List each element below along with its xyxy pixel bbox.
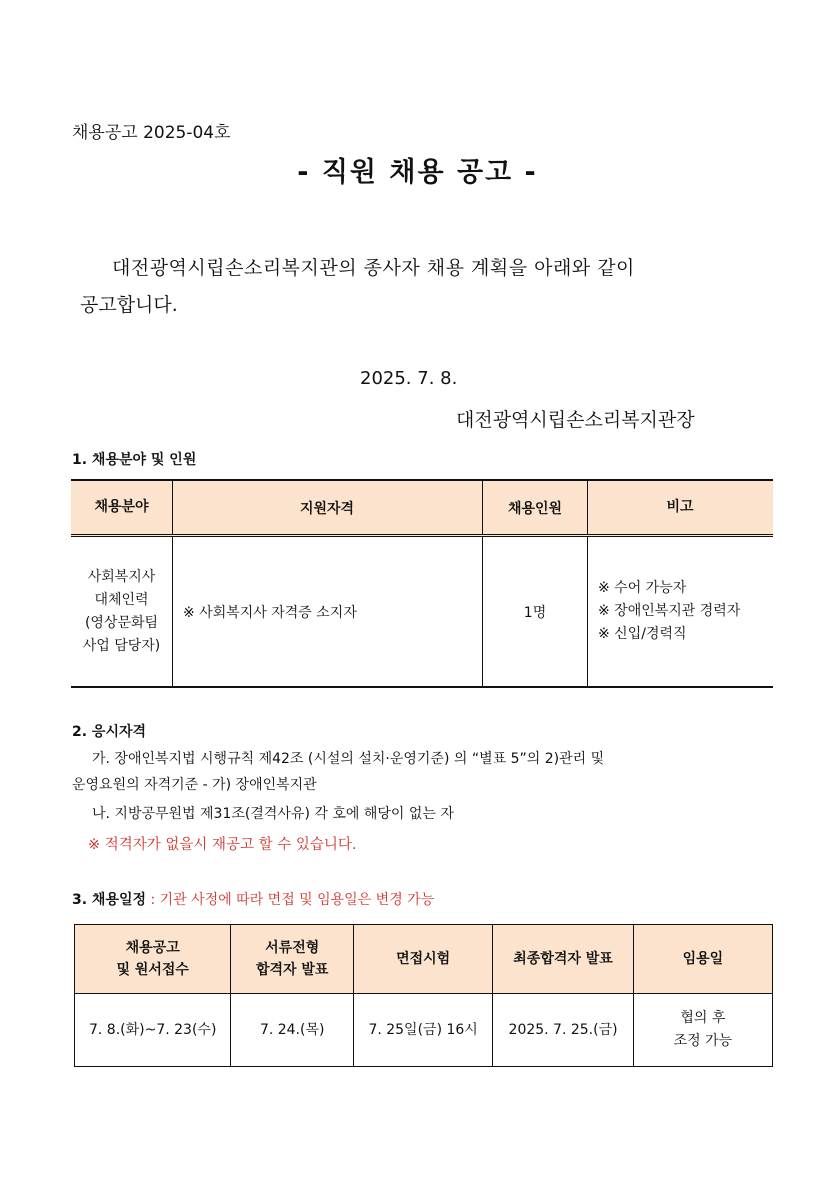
field-line: 사회복지사 bbox=[87, 568, 156, 585]
header-line: 채용공고 bbox=[125, 940, 180, 956]
col-header-headcount: 채용인원 bbox=[483, 480, 588, 536]
section3-heading bbox=[72, 889, 434, 909]
recruitment-field-table bbox=[71, 479, 773, 688]
announcement-date: 2025. 7. 8. bbox=[360, 368, 458, 389]
note-line: ※ 신입/경력직 bbox=[598, 626, 687, 642]
header-line: 면접시험 bbox=[396, 951, 451, 967]
cell-field bbox=[71, 536, 173, 688]
table-header-row bbox=[71, 480, 773, 536]
re-announcement-notice: ※ 적격자가 없을시 재공고 할 수 있습니다. bbox=[88, 837, 357, 853]
schedule-table bbox=[74, 924, 773, 1067]
cell-qualification: ※ 사회복지사 자격증 소지자 bbox=[173, 536, 483, 688]
col-header-appointment bbox=[633, 925, 772, 994]
page-title: - 직원 채용 공고 - bbox=[297, 157, 538, 188]
field-line: 대체인력 bbox=[94, 591, 149, 608]
qualification-item-b: 나. 지방공무원법 제31조(결격사유) 각 호에 해당이 없는 자 bbox=[92, 806, 454, 822]
header-line: 최종합격자 발표 bbox=[513, 951, 613, 967]
table-header-row bbox=[75, 925, 773, 994]
col-header-interview bbox=[353, 925, 492, 994]
table-row bbox=[75, 994, 773, 1067]
col-header-notes: 비고 bbox=[588, 480, 774, 536]
header-line: 임용일 bbox=[682, 951, 724, 967]
notice-number: 채용공고 2025-04호 bbox=[72, 123, 231, 143]
col-header-final-result bbox=[493, 925, 634, 994]
header-line: 서류전형 bbox=[265, 940, 320, 956]
cell-line: 협의 후 bbox=[680, 1010, 726, 1026]
section2-heading: 2. 응시자격 bbox=[72, 724, 147, 740]
col-header-application bbox=[75, 925, 231, 994]
qualification-item-a-line2: 운영요원의 자격기준 - 가) 장애인복지관 bbox=[72, 777, 317, 793]
cell-line: 7. 8.(화)~7. 23(수) bbox=[89, 1021, 217, 1038]
col-header-field: 채용분야 bbox=[71, 480, 173, 536]
cell-line: 7. 24.(목) bbox=[259, 1021, 325, 1038]
section3-title: 3. 채용일정 bbox=[72, 892, 147, 908]
intro-line-2: 공고합니다. bbox=[80, 294, 178, 316]
section1-heading: 1. 채용분야 및 인원 bbox=[72, 452, 197, 468]
cell-line: 조정 가능 bbox=[673, 1033, 733, 1049]
cell-line: 2025. 7. 25.(금) bbox=[508, 1021, 618, 1038]
table-row bbox=[71, 536, 773, 688]
cell-appointment-date bbox=[633, 994, 772, 1067]
cell-document-result-date bbox=[231, 994, 354, 1067]
field-line: 사업 담당자) bbox=[82, 637, 161, 654]
col-header-document-result bbox=[231, 925, 354, 994]
note-line: ※ 장애인복지관 경력자 bbox=[598, 603, 741, 619]
header-line: 및 원서접수 bbox=[116, 962, 189, 978]
qualification-item-a-line1: 가. 장애인복지법 시행규칙 제42조 (시설의 설치·운영기준) 의 “별표 5”의 2)관리 및 bbox=[92, 751, 605, 767]
cell-application-period bbox=[75, 994, 231, 1067]
field-line: (영상문화팀 bbox=[84, 614, 159, 631]
cell-line: 7. 25일(금) 16시 bbox=[368, 1021, 478, 1038]
intro-line-1: 대전광역시립손소리복지관의 종사자 채용 계획을 아래와 같이 bbox=[112, 257, 635, 279]
cell-interview-date bbox=[353, 994, 492, 1067]
header-line: 합격자 발표 bbox=[255, 962, 329, 978]
note-line: ※ 수어 가능자 bbox=[598, 580, 687, 596]
organization-name: 대전광역시립손소리복지관장 bbox=[456, 409, 695, 431]
cell-final-result-date bbox=[493, 994, 634, 1067]
section3-note: : 기관 사정에 따라 면접 및 임용일은 변경 가능 bbox=[146, 892, 435, 908]
cell-headcount: 1명 bbox=[483, 536, 588, 688]
col-header-qualification: 지원자격 bbox=[173, 480, 483, 536]
cell-notes bbox=[588, 536, 774, 688]
